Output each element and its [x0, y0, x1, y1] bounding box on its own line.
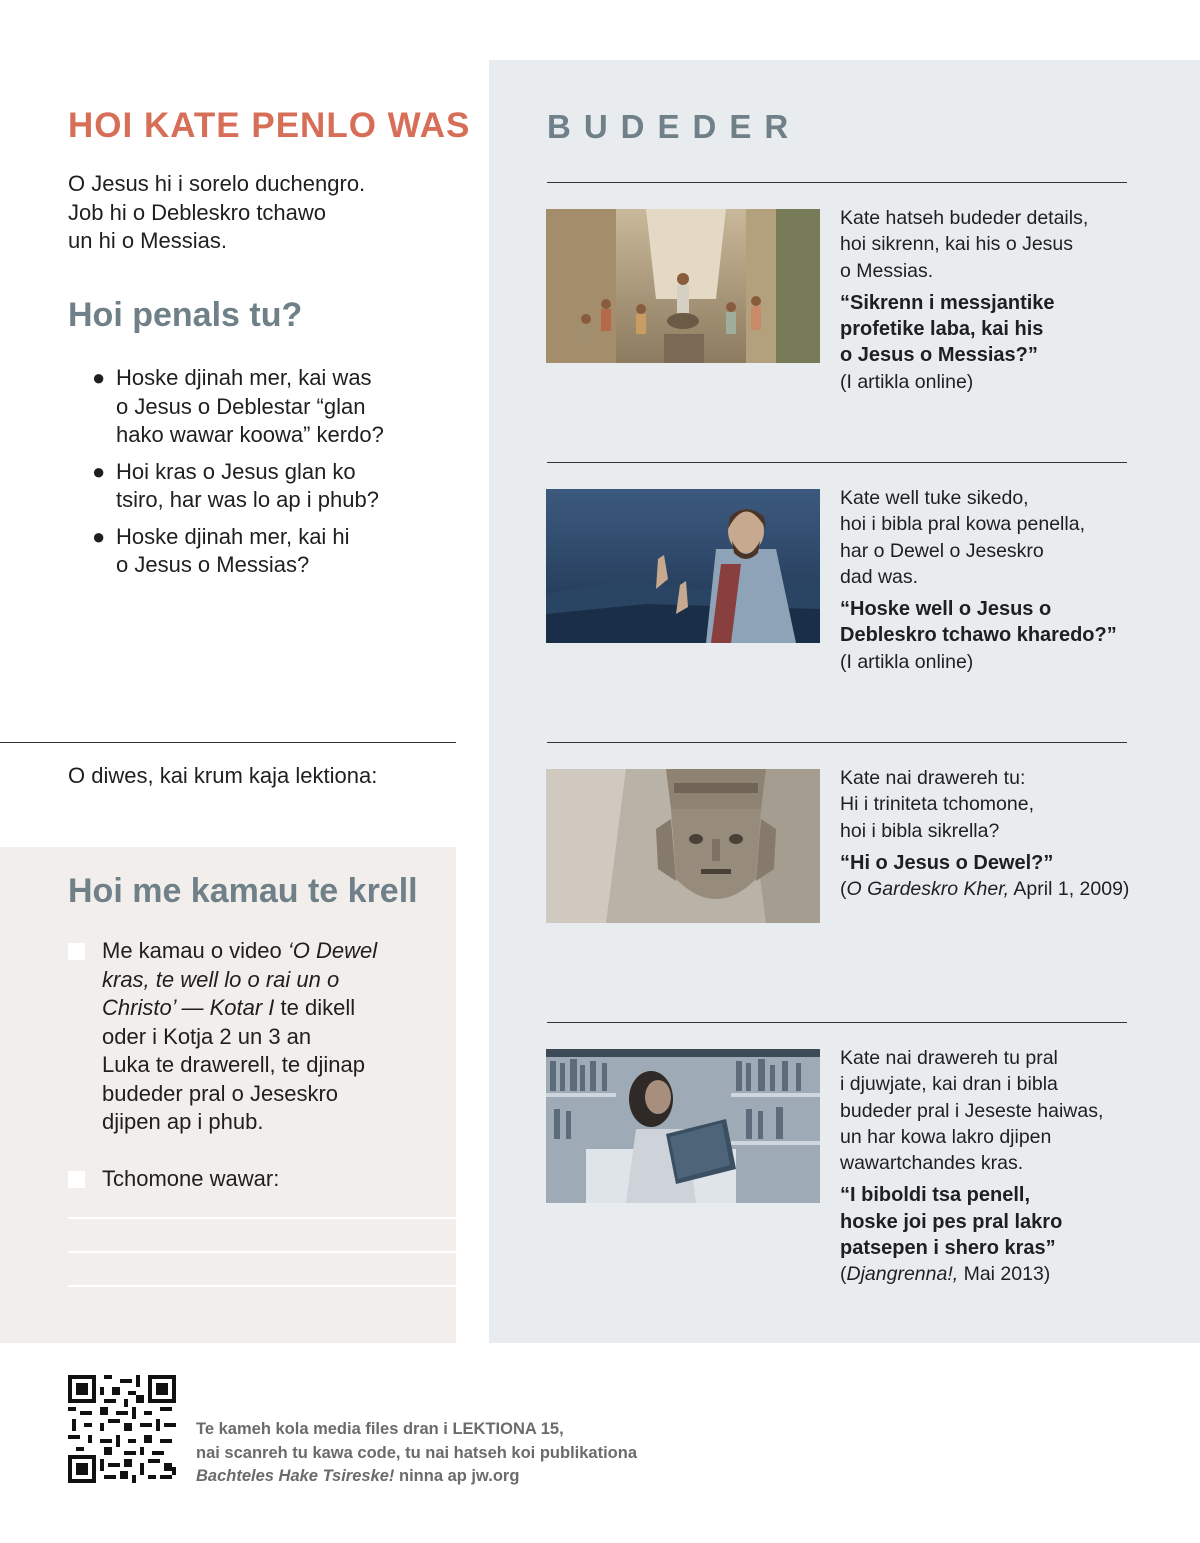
more-info-title: BUDEDER — [547, 108, 802, 145]
more-info-item — [840, 205, 1130, 395]
article-source — [840, 876, 1130, 902]
item-description: hoi i bibla pral kowa penella, — [840, 513, 1085, 536]
item-divider — [547, 1022, 1127, 1023]
trinity-sculpture-image[interactable] — [546, 769, 820, 923]
item-description: wawartchandes kras. — [840, 1152, 1024, 1175]
write-line[interactable] — [68, 1251, 456, 1253]
goal-item-other: Tchomone wawar: — [102, 1166, 280, 1191]
article-source: (I artikla online) — [840, 650, 974, 673]
item-description: o Messias. — [840, 259, 934, 282]
video-title: ‘O Dewel — [287, 938, 378, 963]
article-source: (I artikla online) — [840, 370, 974, 393]
publication-name: O Gardeskro Kher, — [846, 878, 1010, 901]
intro-line: un hi o Messias. — [68, 228, 227, 253]
write-line[interactable] — [68, 1285, 456, 1287]
publication-name: Djangrenna!, — [846, 1263, 959, 1286]
intro-line: O Jesus hi i sorelo duchengro. — [68, 171, 366, 196]
source-text: Mai 2013) — [958, 1263, 1051, 1286]
article-title[interactable]: hoske joi pes pral lakro — [840, 1210, 1063, 1233]
bullet-icon: ● — [92, 523, 106, 549]
item-description: Kate hatseh budeder details, — [840, 207, 1089, 229]
article-title[interactable]: “Hi o Jesus o Dewel?” — [840, 851, 1054, 874]
more-info-item — [840, 1045, 1130, 1288]
article-source — [840, 1261, 1130, 1287]
goal-text: oder i Kotja 2 un 3 an — [102, 1023, 312, 1049]
write-line[interactable] — [68, 1217, 456, 1219]
goal-text: Me kamau o video — [102, 938, 288, 963]
item-description: Kate nai drawereh tu pral — [840, 1047, 1058, 1069]
woman-reading-image[interactable] — [546, 1049, 820, 1203]
article-title[interactable]: profetike laba, kai his — [840, 318, 1044, 341]
question-line: o Jesus o Messias? — [116, 552, 310, 577]
item-description: Kate well tuke sikedo, — [840, 487, 1029, 509]
footer-note — [196, 1418, 637, 1489]
article-title[interactable]: “I biboldi tsa penell, — [840, 1184, 1031, 1207]
question-item — [92, 458, 422, 515]
question-list — [92, 364, 422, 588]
article-title[interactable]: “Hoske well o Jesus o — [840, 598, 1052, 621]
item-description: hoi i bibla sikrella? — [840, 819, 1000, 842]
question-item — [92, 364, 422, 450]
question-line: Hoi kras o Jesus glan ko — [116, 458, 356, 484]
item-divider — [547, 462, 1127, 463]
intro-text — [68, 170, 448, 256]
publication-name: Bachteles Hake Tsireske! — [196, 1467, 395, 1485]
item-description: Hi i triniteta tchomone, — [840, 793, 1035, 816]
video-title: kras, te well lo o rai un o — [102, 966, 340, 992]
question-item — [92, 523, 422, 580]
goal-text: te dikell — [274, 995, 356, 1020]
goal-text: budeder pral o Jeseskro — [102, 1080, 339, 1106]
goal-checkbox[interactable] — [68, 1171, 85, 1188]
goals-title: Hoi me kamau te krell — [68, 872, 418, 910]
more-info-item — [840, 485, 1130, 675]
bullet-icon: ● — [92, 365, 106, 390]
item-description: har o Dewel o Jeseskro — [840, 539, 1044, 562]
bullet-icon: ● — [92, 458, 106, 484]
item-description: budeder pral i Jeseste haiwas, — [840, 1099, 1104, 1122]
item-description: Kate nai drawereh tu: — [840, 767, 1026, 789]
footer-line — [196, 1465, 637, 1489]
goal-text: Luka te drawerell, te djinap — [102, 1052, 365, 1077]
lesson-title: HOI KATE PENLO WAS — [68, 106, 471, 145]
item-description: i djuwjate, kai dran i bibla — [840, 1073, 1058, 1096]
lesson-date-label: O diwes, kai krum kaja lektiona: — [68, 763, 378, 788]
question-line: o Jesus o Deblestar “glan — [116, 393, 366, 419]
more-info-item — [840, 765, 1130, 902]
question-line: Hoske djinah mer, kai was — [116, 365, 372, 390]
item-divider — [547, 742, 1127, 743]
intro-line: Job hi o Debleskro tchawo — [68, 199, 327, 225]
goal-item-video — [102, 937, 377, 1137]
article-title[interactable]: Debleskro tchawo kharedo?” — [840, 624, 1117, 647]
goal-checkbox[interactable] — [68, 943, 85, 960]
question-line: hako wawar koowa” kerdo? — [116, 422, 384, 447]
questions-title: Hoi penals tu? — [68, 296, 303, 334]
source-text: April 1, 2009) — [1009, 878, 1130, 901]
jesus-entering-jerusalem-image[interactable] — [546, 209, 820, 363]
footer-line: nai scanreh tu kawa code, tu nai hatseh koi publikationa — [196, 1443, 638, 1462]
qr-code-icon[interactable] — [68, 1375, 176, 1483]
article-title[interactable]: o Jesus o Messias?” — [840, 344, 1038, 367]
footer-text: ninna ap jw.org — [394, 1467, 520, 1485]
video-title: Christo’ — Kotar I — [102, 995, 275, 1020]
question-line: tsiro, har was lo ap i phub? — [116, 487, 379, 512]
footer-line: Te kameh kola media files dran i LEKTIONA 15, — [196, 1420, 564, 1438]
question-line: Hoske djinah mer, kai hi — [116, 523, 350, 549]
goal-text: djipen ap i phub. — [102, 1109, 264, 1134]
article-title[interactable]: “Sikrenn i messjantike — [840, 291, 1055, 314]
item-description: dad was. — [840, 565, 919, 588]
article-title[interactable]: patsepen i shero kras” — [840, 1237, 1056, 1260]
item-description: hoi sikrenn, kai his o Jesus — [840, 233, 1074, 256]
item-description: un har kowa lakro djipen — [840, 1125, 1052, 1148]
source-text: ( — [840, 878, 847, 901]
jesus-praying-image[interactable] — [546, 489, 820, 643]
source-text: ( — [840, 1263, 847, 1286]
item-divider — [547, 182, 1127, 183]
section-divider — [0, 742, 456, 743]
